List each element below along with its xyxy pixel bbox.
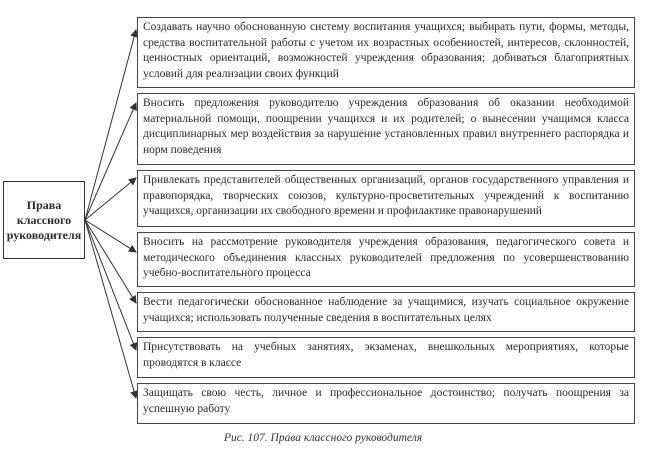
arrow-2 bbox=[85, 103, 136, 220]
arrow-5 bbox=[85, 220, 136, 303]
right-box-7: Защищать свою честь, личное и профессиональное достоинство; получать поощрения за успешную работу bbox=[137, 383, 635, 424]
right-box-5: Вести педагогически обоснованное наблюдение за учащимися, изучать социальное окружение учащихся; использовать полученные сведения в воспитательных целях bbox=[137, 292, 635, 332]
arrow-3 bbox=[85, 178, 136, 220]
right-box-2: Вносить предложения руководителю учреждения образования об оказании необходимой материальной помощи, поощрении учащихся и их родителей; о вынесении учащимся класса дисциплинарных мер воздействия за нарушение установленных правил внутреннего распорядка и норм поведения bbox=[137, 93, 635, 165]
right-box-1: Создавать научно обоснованную систему воспитания учащихся; выбирать пути, формы, методы, средства воспитательной работы с учетом их возрастных особенностей, интересов, склонностей, ценностных ориентаций, возможностей учреждения образования; добиваться благоприятных условий для реализации своих функций bbox=[137, 17, 635, 88]
right-box-4: Вносить на рассмотрение руководителя учреждения образования, педагогического совета и методического объединения классных руководителей предложения по усовершенствованию учебно-воспитательного процесса bbox=[137, 232, 635, 287]
root-box-class-teacher-rights: Права классного руководителя bbox=[3, 181, 85, 259]
right-box-6: Присутствовать на учебных занятиях, экзаменах, внешкольных мероприятиях, которые проводятся в классе bbox=[137, 337, 635, 378]
arrow-1 bbox=[85, 30, 136, 220]
figure-caption: Рис. 107. Права классного руководителя bbox=[223, 432, 423, 444]
arrow-6 bbox=[85, 220, 136, 350]
right-box-3: Привлекать представителей общественных организаций, органов государственного управления и правопорядка, творческих союзов, культурно-просветительных учреждений к воспитанию учащихся, организации их свободного времени и профилактике правонарушений bbox=[137, 170, 635, 227]
arrow-7 bbox=[85, 220, 136, 398]
arrow-4 bbox=[85, 220, 136, 252]
